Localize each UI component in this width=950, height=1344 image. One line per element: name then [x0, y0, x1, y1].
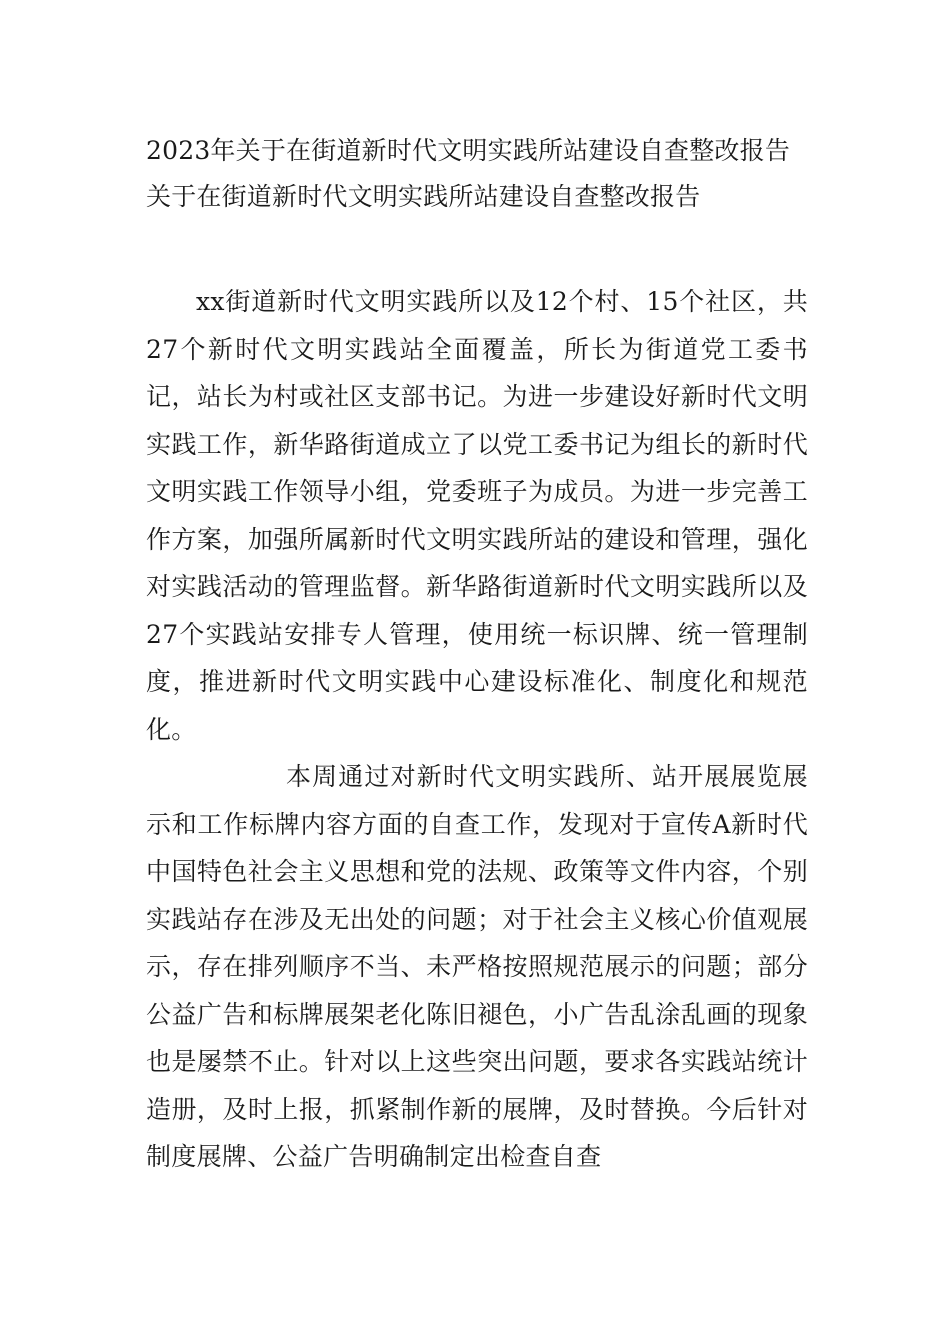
document-title: 2023年关于在街道新时代文明实践所站建设自查整改报告 — [146, 136, 791, 165]
document-subtitle: 关于在街道新时代文明实践所站建设自查整改报告 — [146, 182, 701, 211]
document-body — [146, 278, 808, 1181]
body-paragraph-2: 本周通过对新时代文明实践所、站开展展览展示和工作标牌内容方面的自查工作，发现对于宣传A新时代中国特色社会主义思想和党的法规、政策等文件内容，个别实践站存在涉及无出处的问题；对于社会主义核心价值观展示，存在排列顺序不当、未严格按照规范展示的问题；部分公益广告和标牌展架老化陈旧褪色，小广告乱涂乱画的现象也是屡禁不止。针对以上这些突出问题，要求各实践站统计造册，及时上报，抓紧制作新的展牌，及时替换。今后针对制度展牌、公益广告明确制定出检查自查 — [146, 762, 808, 1171]
body-paragraph-1: xx街道新时代文明实践所以及12个村、15个社区，共27个新时代文明实践站全面覆盖，所长为街道党工委书记，站长为村或社区支部书记。为进一步建设好新时代文明实践工作，新华路街道成立了以党工委书记为组长的新时代文明实践工作领导小组，党委班子为成员。为进一步完善工作方案，加强所属新时代文明实践所站的建设和管理，强化对实践活动的管理监督。新华路街道新时代文明实践所以及27个实践站安排专人管理，使用统一标识牌、统一管理制度，推进新时代文明实践中心建设标准化、制度化和规范化。 — [146, 287, 808, 744]
title-block — [146, 128, 826, 220]
